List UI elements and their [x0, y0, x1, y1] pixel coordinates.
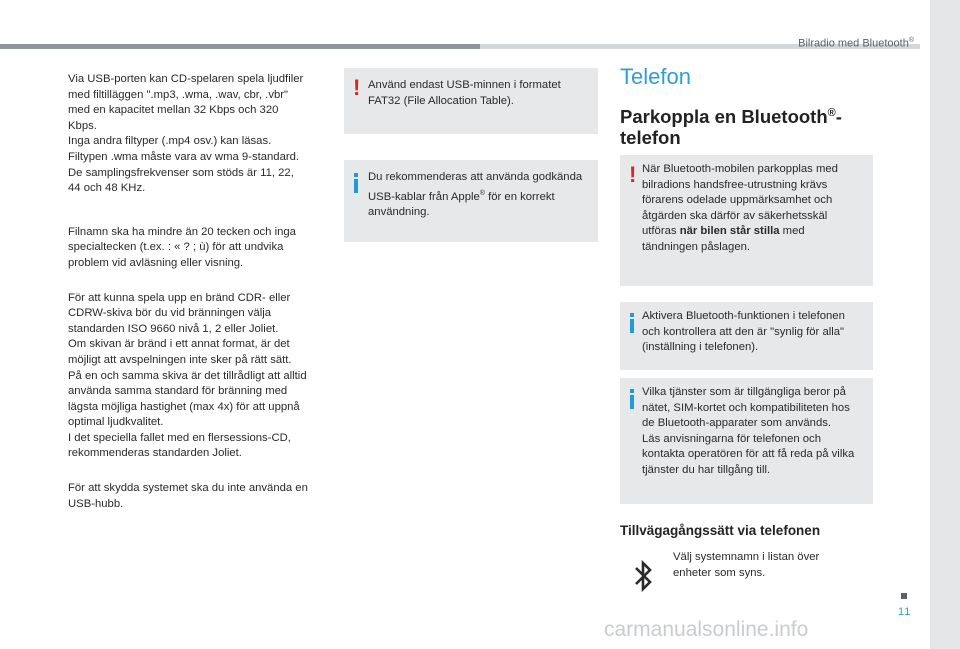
info-icon: [351, 173, 361, 193]
side-strip: [930, 0, 960, 649]
info-icon: [627, 389, 637, 409]
warning-box-usb-format: [344, 68, 598, 134]
page-heading: Parkoppla en Bluetooth®- telefon: [620, 106, 842, 149]
section-title: Telefon: [620, 64, 691, 89]
chapter-title: Bilradio med Bluetooth®: [798, 37, 914, 50]
info-box-services: [620, 378, 873, 504]
continue-marker: [901, 593, 907, 599]
header-rule-dark: [0, 44, 480, 49]
warning-box-pairing: [620, 155, 873, 286]
info-icon: [627, 313, 637, 333]
warning-text: Använd endast USB-minnen i formatet FAT32 (File Allocation Table).: [368, 79, 561, 107]
column-usb-info: [68, 72, 330, 512]
watermark: carmanualsonline.info: [604, 618, 809, 641]
paragraph-usb-hub: För att skydda systemet ska du inte använda en USB-hubb.: [68, 482, 308, 510]
step-instruction: Välj systemnamn i listan över enheter som syns.: [673, 551, 820, 579]
page-number: 11: [898, 606, 912, 618]
paragraph-burning: För att kunna spela upp en bränd CDR- eller CDRW-skiva bör du vid bränningen välja standarden ISO 9660 nivå 1, 2 eller Joliet. Om skivan är bränd i ett annat format, är det möjligt att avspelningen inte sker på rätt sätt. På en och samma skiva är det tillrådligt att alltid använda samma standard för bränning med lägsta möjliga hastighet (max 4x) för att uppnå optimal ljudkvalitet. I det speciella fallet med en flersessions-CD, rekommenderas standarden Joliet.: [68, 291, 307, 460]
warning-icon: !: [353, 75, 361, 100]
info-box-usb-cables: [344, 160, 598, 242]
bluetooth-icon: [630, 558, 656, 594]
paragraph-filenames: Filnamn ska ha mindre än 20 tecken och inga specialtecken (t.ex. : « ? ; ù) för att undvika problem vid avläsning eller visning.: [68, 225, 296, 269]
warning-icon: !: [629, 162, 637, 187]
info-box-activate-bluetooth: [620, 302, 873, 370]
warning-text: När Bluetooth-mobilen parkopplas med bilradions handsfree-utrustning krävs förarens odelade uppmärksamhet och åtgärden ska därför av säkerhetsskäl utföras när bilen står stilla med tändningen påslagen.: [642, 163, 838, 253]
info-text: Du rekommenderas att använda godkända USB-kablar från Apple® för en korrekt användning.: [368, 171, 583, 218]
paragraph-file-formats: Via USB-porten kan CD-spelaren spela ljudfiler med filtilläggen ".mp3, .wma, .wav, cbr, .vbr" med en kapacitet mellan 32 Kbps och 320 Kbps. Inga andra filtyper (.mp4 osv.) kan läsas. Filtypen .wma måste vara av wma 9-standard. De samplingsfrekvenser som stöds är 11, 22, 44 och 48 KHz.: [68, 73, 304, 195]
info-text: Aktivera Bluetooth-funktionen i telefonen och kontrollera att den är "synlig för alla" (inställning i telefonen).: [642, 310, 845, 354]
info-text: Vilka tjänster som är tillgängliga beror på nätet, SIM-kortet och kompatibiliteten hos de Bluetooth-apparater som används. Läs anvisningarna för telefonen och kontakta operatören för att få reda på vilka tjänster du har tillgång till.: [642, 386, 855, 476]
subheading: Tillvägagångssätt via telefonen: [620, 523, 821, 538]
